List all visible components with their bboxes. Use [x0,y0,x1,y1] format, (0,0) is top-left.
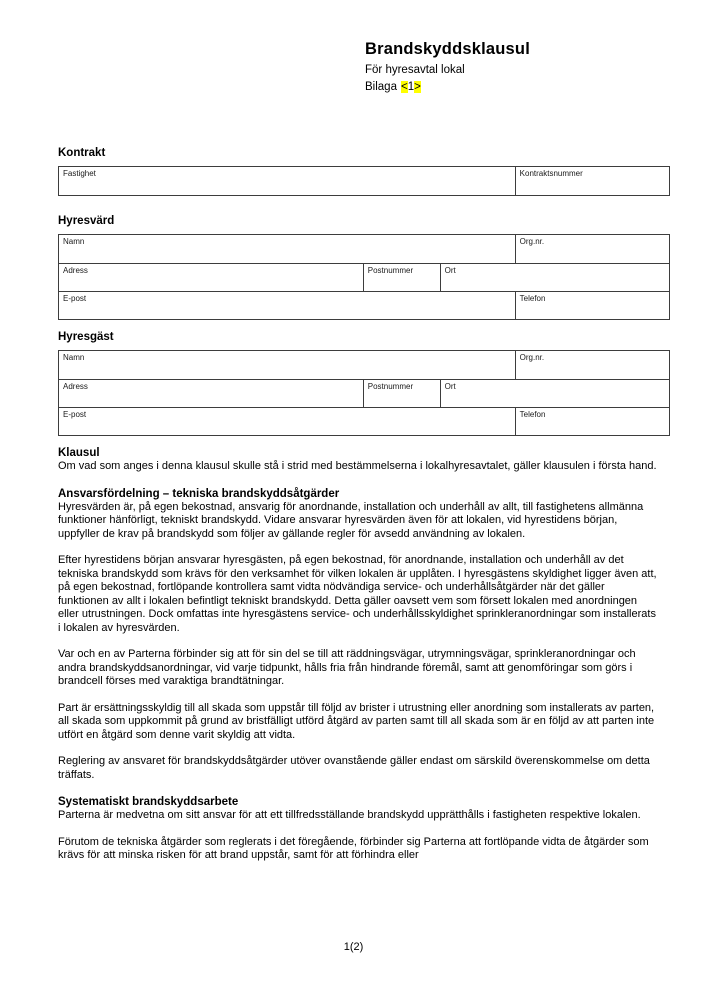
kontraktsnummer-label: Kontraktsnummer [519,169,583,178]
section-klausul [58,446,658,474]
hyresgast-adress-field[interactable] [59,380,363,407]
ort-label: Ort [444,266,456,275]
section-systematiskt [58,795,658,863]
content-column [58,0,670,863]
hyresvard-orgnr-field[interactable] [515,235,669,263]
bilaga-close-bracket: > [414,80,421,93]
fastighet-field[interactable] [59,167,515,195]
kontraktsnummer-field[interactable] [515,167,669,195]
kontrakt-heading: Kontrakt [58,147,106,159]
paragraph: Hyresvärden är, på egen bekostnad, ansvarig för anordnande, installation och underhåll av allt, till fastighetens allmänna funktioner hänförligt, tekniskt brandskydd. Vidare ansvarar hyresvärden även för att lokalen, vid hyrestidens början, uppfyller de krav på brandskydd som följer av gällande regler för avsedd användning av lokalen. [58,500,644,540]
hyresgast-table [58,350,670,436]
table-row [59,379,669,407]
hyresgast-heading: Hyresgäst [58,331,114,343]
epost-label: E-post [63,294,87,303]
postnummer-label: Postnummer [367,266,414,275]
hyresgast-postnummer-field[interactable] [363,380,440,407]
fastighet-label: Fastighet [63,169,96,178]
table-row [59,407,669,435]
section-ansvarsfordelning [58,487,658,783]
hyresgast-ort-field[interactable] [440,380,669,407]
paragraph: Part är ersättningsskyldig till all skada som uppstår till följd av brister i utrustning eller anordning som installerats av parten, all skada som uppkommit på grund av bristfälligt utförd åtgärd av parten samt till all skada som är en följd av att parten inte utfört en åtgärd som denne varit skyldig att vidta. [58,701,655,741]
paragraph: Var och en av Parterna förbinder sig att för sin del se till att räddningsvägar, utrymningsvägar, sprinkleranordningar och andra brandskyddsanordningar, vid varje tidpunkt, hålls fria från hindrande föremål, samt att genomföringar som görs i brandcell förses med varaktiga brandtätningar. [58,648,636,687]
bilaga-placeholder-value: 1 [407,80,415,93]
table-row [59,351,669,379]
paragraph: Förutom de tekniska åtgärder som reglerats i det föregående, förbinder sig Parterna att fortlöpande vidta de åtgärder som krävs för att minska risken för att brand uppstår, samt för att förhindra eller [58,835,649,861]
hyresvard-postnummer-field[interactable] [363,264,440,291]
bilaga-open-bracket: < [400,80,408,93]
hyresvard-heading: Hyresvärd [58,215,115,227]
table-row [59,291,669,319]
paragraph: Reglering av ansvaret för brandskyddsåtgärder utöver ovanstående gäller endast om särskild överenskommelse om detta träffats. [58,755,650,781]
body-text [58,446,658,863]
orgnr-label: Org.nr. [519,237,545,246]
section-kontrakt [58,146,670,196]
bilaga-label: Bilaga [365,80,397,93]
telefon-label: Telefon [519,294,546,303]
document-title: Brandskyddsklausul [365,40,530,58]
epost-label: E-post [63,410,87,419]
postnummer-label: Postnummer [367,382,414,391]
hyresvard-namn-field[interactable] [59,235,515,263]
adress-label: Adress [63,266,88,275]
namn-label: Namn [63,237,85,246]
ort-label: Ort [444,382,456,391]
hyresvard-adress-field[interactable] [59,264,363,291]
ansvarsfordelning-heading: Ansvarsfördelning – tekniska brandskyddsåtgärder [58,487,340,500]
orgnr-label: Org.nr. [519,353,545,362]
document-subtitle: För hyresavtal lokal [365,64,465,76]
page-number: 1(2) [343,941,364,953]
adress-label: Adress [63,382,88,391]
hyresvard-telefon-field[interactable] [515,292,669,319]
hyresvard-ort-field[interactable] [440,264,669,291]
hyresvard-epost-field[interactable] [59,292,515,319]
hyresgast-telefon-field[interactable] [515,408,669,435]
paragraph: Om vad som anges i denna klausul skulle stå i strid med bestämmelserna i lokalhyresavtalet, gäller klausulen i första hand. [58,460,657,472]
kontrakt-table [58,166,670,196]
section-hyresvard [58,214,670,320]
paragraph: Efter hyrestidens början ansvarar hyresgästen, på egen bekostnad, för anordnande, installation och underhåll av det tekniska brandskydd som krävs för den verksamhet för vilken lokalen är upplåten. I hyresgästens skyldighet ligger även att, på egen bekostnad, fortlöpande kontrollera samt vidta nödvändiga service- och underhållsåtgärder när det gäller funktionen av allt i lokalen befintligt tekniskt brandskydd. Detta gäller oavsett vem som försett lokalen med anordningen eller utrustningen. Dock omfattas inte hyresgästens service- och underhållsskyldighet sprinkleranordningar som installerats i lokalen av hyresvärden. [58,554,657,634]
hyresgast-namn-field[interactable] [59,351,515,379]
table-row [59,167,669,195]
telefon-label: Telefon [519,410,546,419]
hyresgast-epost-field[interactable] [59,408,515,435]
table-row [59,263,669,291]
paragraph: Parterna är medvetna om sitt ansvar för att ett tillfredsställande brandskydd upprätthålls i fastigheten respektive lokalen. [58,809,641,821]
klausul-heading: Klausul [58,447,100,459]
hyresvard-table [58,234,670,320]
section-hyresgast [58,330,670,436]
namn-label: Namn [63,353,85,362]
systematiskt-heading: Systematiskt brandskyddsarbete [58,796,239,808]
hyresgast-orgnr-field[interactable] [515,351,669,379]
table-row [59,235,669,263]
